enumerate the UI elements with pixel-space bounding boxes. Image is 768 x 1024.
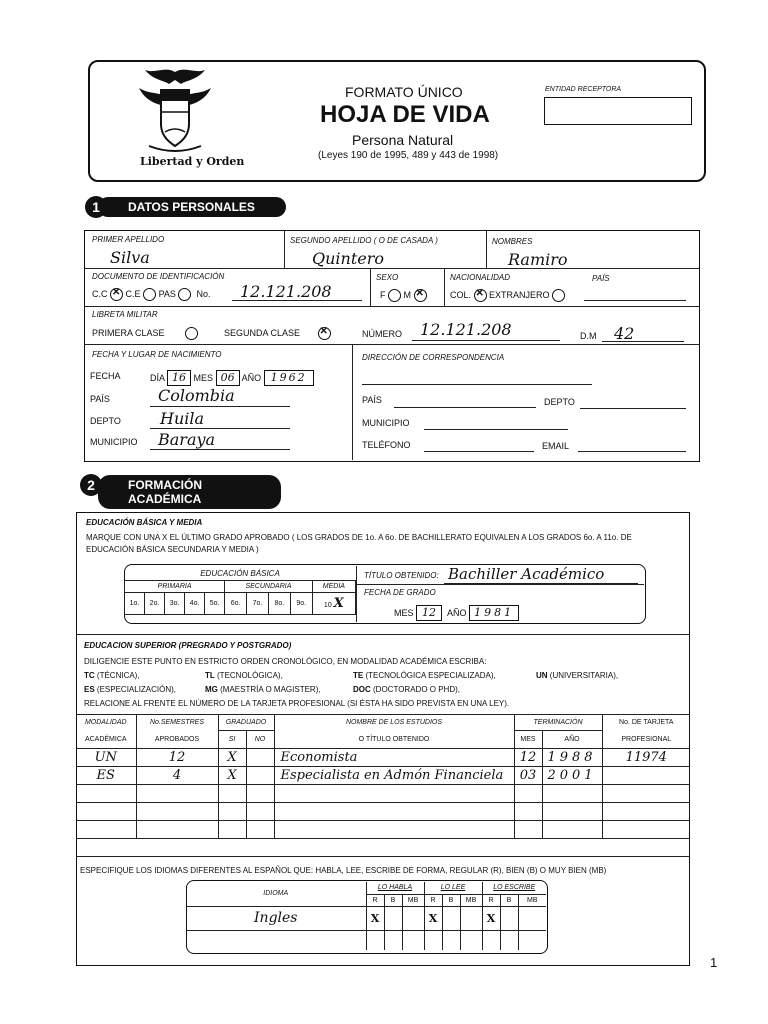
secundaria-label: SECUNDARIA — [225, 581, 313, 593]
second-surname-value[interactable]: Quintero — [312, 249, 385, 268]
mod-un: UN — [536, 671, 548, 680]
coat-of-arms-logo — [135, 66, 215, 161]
lang-level-mb: MB — [460, 894, 482, 906]
first-class-radio[interactable] — [185, 327, 198, 340]
id-cc-label: C.C — [92, 288, 108, 299]
speaks-label: LO HABLA — [366, 882, 424, 894]
lang-level-b: B — [500, 894, 518, 906]
section1-title: DATOS PERSONALES — [128, 200, 255, 214]
languages-instructions: ESPECIFIQUE LOS IDIOMAS DIFERENTES AL ESPAÑOL QUE: HABLA, LEE, ESCRIBE DE FORMA, REGULAR (R), BIEN (B) O MUY BIEN (MB) — [80, 866, 607, 875]
id-no-label: No. — [196, 288, 211, 299]
lang-level-r: R — [424, 894, 442, 906]
col-terminacion: TERMINACIÓN — [514, 715, 602, 731]
mod-tl-text: (TECNOLÓGICA), — [217, 671, 283, 680]
language-row[interactable] — [186, 906, 546, 930]
month-label: MES — [193, 373, 214, 383]
first-surname-label: PRIMER APELLIDO — [92, 235, 165, 244]
higher-edu-cell-no[interactable] — [246, 749, 274, 767]
mod-doc-text: (DOCTORADO O PHD), — [373, 685, 460, 694]
email-label: EMAIL — [542, 441, 570, 451]
lang-col: IDIOMA — [263, 890, 289, 898]
language-speak-b[interactable] — [384, 906, 402, 930]
grade-cell[interactable]: 1o. — [125, 593, 145, 615]
grad-month-label: MES — [394, 608, 414, 618]
mod-tc: TC — [84, 671, 95, 680]
col-graduado: GRADUADO — [218, 715, 274, 731]
higher-edu-cell-sem[interactable] — [136, 785, 218, 803]
second-class-radio[interactable] — [318, 327, 331, 340]
names-value[interactable]: Ramiro — [508, 250, 568, 269]
higher-edu-cell-mes[interactable] — [514, 821, 542, 839]
grade-cell[interactable]: 8o. — [268, 593, 290, 615]
col-titulo: O TÍTULO OBTENIDO — [274, 731, 514, 749]
grad-date-label: FECHA DE GRADO — [364, 588, 436, 597]
languages-table — [186, 882, 546, 950]
higher-edu-cell-mes[interactable]: 12 — [514, 749, 542, 767]
correspondence-line[interactable] — [362, 384, 592, 385]
higher-edu-cell-mes[interactable] — [514, 803, 542, 821]
language-speak-b[interactable] — [384, 930, 402, 950]
grade-cell[interactable]: 5o. — [205, 593, 225, 615]
higher-edu-cell-name[interactable] — [274, 785, 514, 803]
birth-country-value[interactable]: Colombia — [158, 386, 235, 405]
birth-depto-value[interactable]: Huila — [160, 409, 205, 428]
grad-year[interactable]: 1981 — [469, 605, 519, 621]
day-label: DÍA — [150, 373, 165, 383]
birth-date-label: FECHA — [90, 371, 121, 381]
nat-col-radio[interactable] — [474, 289, 487, 302]
corr-depto-label: DEPTO — [544, 397, 575, 407]
higher-edu-instr1: DILIGENCIE ESTE PUNTO EN ESTRICTO ORDEN CRONOLÓGICO, EN MODALIDAD ACADÉMICA ESCRIBA: — [84, 657, 487, 666]
language-speak-r[interactable] — [366, 930, 384, 950]
id-pas-radio[interactable] — [178, 288, 191, 301]
higher-edu-cell-name[interactable] — [274, 803, 514, 821]
higher-edu-cell-mod[interactable]: UN — [76, 749, 136, 767]
language-write-r[interactable]: X — [482, 906, 500, 930]
id-doc-label: DOCUMENTO DE IDENTIFICACIÓN — [92, 272, 225, 281]
lang-level-mb: MB — [402, 894, 424, 906]
sex-m-radio[interactable] — [414, 289, 427, 302]
section2-title: FORMACIÓN ACADÉMICA — [128, 478, 202, 506]
first-surname-value[interactable]: Silva — [110, 248, 150, 267]
entity-field[interactable] — [544, 97, 692, 125]
language-write-mb[interactable] — [518, 906, 546, 930]
higher-edu-cell-anio[interactable] — [542, 785, 602, 803]
higher-edu-row[interactable] — [76, 803, 690, 821]
military-number-label: NÚMERO — [362, 329, 402, 339]
section2-header — [98, 475, 281, 509]
lang-level-r: R — [366, 894, 384, 906]
col-mes: MES — [514, 731, 542, 749]
mod-doc: DOC — [353, 685, 371, 694]
mod-un-text: (UNIVERSITARIA), — [549, 671, 619, 680]
reads-label: LO LEE — [424, 882, 482, 894]
grad-month[interactable]: 12 — [416, 605, 442, 621]
nat-col-label: COL. — [450, 289, 472, 300]
year-label: AÑO — [241, 373, 262, 383]
lang-level-b: B — [442, 894, 460, 906]
birth-label: FECHA Y LUGAR DE NACIMIENTO — [92, 350, 222, 359]
col-no: NO — [246, 731, 274, 749]
id-ce-radio[interactable] — [143, 288, 156, 301]
birth-country-label: PAÍS — [90, 394, 110, 404]
grade-cell[interactable]: 4o. — [185, 593, 205, 615]
mod-es-text: (ESPECIALIZACIÓN), — [96, 685, 177, 694]
language-row[interactable] — [186, 930, 546, 950]
birth-day[interactable]: 16 — [167, 370, 191, 386]
higher-edu-cell-mod[interactable] — [76, 785, 136, 803]
laws-note: (Leyes 190 de 1995, 489 y 443 de 1998) — [318, 150, 499, 161]
higher-edu-cell-tarjeta[interactable] — [602, 821, 690, 839]
id-ce-label: C.E — [125, 288, 141, 299]
mod-te-text: (TECNOLÓGICA ESPECIALIZADA), — [365, 671, 496, 680]
second-class-label: SEGUNDA CLASE — [224, 327, 301, 338]
page-title: HOJA DE VIDA — [320, 101, 490, 128]
higher-edu-cell-no[interactable] — [246, 767, 274, 785]
col-profesional: PROFESIONAL — [602, 731, 690, 749]
higher-edu-cell-no[interactable] — [246, 785, 274, 803]
col-tarjeta: No. DE TARJETA — [602, 715, 690, 731]
birth-municipio-label: MUNICIPIO — [90, 437, 138, 447]
birth-year[interactable]: 1962 — [264, 370, 314, 386]
col-academica: ACADÉMICA — [76, 731, 136, 749]
mod-es: ES — [84, 685, 95, 694]
language-write-mb[interactable] — [518, 930, 546, 950]
grade-cell[interactable]: 2o. — [145, 593, 165, 615]
col-modalidad: MODALIDAD — [76, 715, 136, 731]
higher-edu-cell-sem[interactable]: 4 — [136, 767, 218, 785]
higher-edu-cell-tarjeta[interactable] — [602, 785, 690, 803]
higher-edu-row[interactable] — [76, 767, 690, 785]
mod-mg: MG — [205, 685, 218, 694]
language-speak-mb[interactable] — [402, 906, 424, 930]
basic-edu-label: EDUCACIÓN BÁSICA — [200, 568, 280, 578]
language-speak-r[interactable]: X — [366, 906, 384, 930]
page-number: 1 — [710, 955, 718, 970]
id-number-value[interactable]: 12.121.208 — [240, 282, 332, 301]
logo-caption: Libertad y Orden — [140, 155, 245, 168]
basic-edu-title: EDUCACIÓN BÁSICA Y MEDIA — [86, 518, 203, 527]
correspondence-label: DIRECCIÓN DE CORRESPONDENCIA — [362, 353, 505, 362]
higher-edu-cell-si[interactable] — [218, 821, 246, 839]
higher-edu-cell-mod[interactable]: ES — [76, 767, 136, 785]
higher-edu-cell-si[interactable] — [218, 785, 246, 803]
higher-edu-cell-mod[interactable] — [76, 803, 136, 821]
military-label: LIBRETA MILITAR — [92, 310, 158, 319]
dm-value[interactable]: 42 — [614, 324, 635, 343]
id-pas-label: PAS — [158, 288, 176, 299]
birth-month[interactable]: 06 — [216, 370, 240, 386]
higher-edu-cell-no[interactable] — [246, 821, 274, 839]
higher-edu-cell-tarjeta[interactable] — [602, 767, 690, 785]
entity-label: ENTIDAD RECEPTORA — [545, 86, 622, 93]
page-subtitle: Persona Natural — [352, 132, 454, 148]
higher-edu-cell-no[interactable] — [246, 803, 274, 821]
grade-cell[interactable]: 10 X — [312, 593, 355, 615]
dm-label: D.M — [580, 331, 597, 341]
higher-edu-table — [76, 714, 690, 839]
writes-label: LO ESCRIBE — [482, 882, 546, 894]
language-write-b[interactable] — [500, 906, 518, 930]
col-si: SI — [218, 731, 246, 749]
birth-depto-label: DEPTO — [90, 416, 121, 426]
higher-edu-cell-si[interactable]: X — [218, 749, 246, 767]
language-read-mb[interactable] — [460, 930, 482, 950]
higher-edu-cell-name[interactable]: Economista — [274, 749, 514, 767]
mod-tl: TL — [205, 671, 215, 680]
language-name[interactable]: Ingles — [186, 906, 366, 930]
nat-foreign-radio[interactable] — [552, 289, 565, 302]
sex-group[interactable] — [380, 289, 427, 302]
first-class-option[interactable] — [92, 327, 198, 340]
birth-municipio-value[interactable]: Baraya — [158, 430, 216, 449]
higher-edu-row[interactable] — [76, 821, 690, 839]
col-aprobados: APROBADOS — [136, 731, 218, 749]
grade-cell[interactable]: 9o. — [290, 593, 312, 615]
sex-label: SEXO — [376, 273, 399, 282]
sex-f-label: F — [380, 289, 386, 300]
higher-edu-cell-name[interactable] — [274, 821, 514, 839]
title-obtained-value[interactable]: Bachiller Académico — [448, 565, 605, 583]
higher-edu-cell-tarjeta[interactable]: 11974 — [602, 749, 690, 767]
mod-mg-text: (MAESTRÍA O MAGISTER), — [220, 685, 321, 694]
higher-edu-cell-tarjeta[interactable] — [602, 803, 690, 821]
mod-tc-text: (TÉCNICA), — [96, 671, 140, 680]
corr-country-label: PAÍS — [362, 395, 382, 405]
language-read-b[interactable] — [442, 906, 460, 930]
language-read-r[interactable] — [424, 930, 442, 950]
section1-number: 1 — [85, 196, 107, 218]
grade-cell[interactable]: 6o. — [225, 593, 247, 615]
higher-edu-cell-mod[interactable] — [76, 821, 136, 839]
lang-level-r: R — [482, 894, 500, 906]
mod-te: TE — [353, 671, 364, 680]
higher-edu-cell-anio[interactable]: 2001 — [542, 767, 602, 785]
grade-cell[interactable]: 7o. — [247, 593, 269, 615]
grade-cell[interactable]: 3o. — [165, 593, 185, 615]
nat-foreign-label: EXTRANJERO — [489, 289, 550, 300]
higher-edu-cell-anio[interactable] — [542, 803, 602, 821]
higher-edu-cell-sem[interactable] — [136, 803, 218, 821]
basic-edu-instructions: MARQUE CON UNA X EL ÚLTIMO GRADO APROBADO ( LOS GRADOS DE 1o. A 6o. DE BACHILLERATO EQUIVALEN A LOS GRADOS 6o. A 11o. DE EDUCACIÓN BÁSICA SECUNDARIA Y MEDIA ) — [86, 533, 632, 554]
higher-edu-cell-sem[interactable]: 12 — [136, 749, 218, 767]
phone-label: TELÉFONO — [362, 440, 411, 450]
col-nombre: NOMBRE DE LOS ESTUDIOS — [274, 715, 514, 731]
second-surname-label: SEGUNDO APELLIDO ( O DE CASADA ) — [290, 236, 438, 245]
grade-mark: X — [333, 596, 344, 611]
higher-edu-cell-mes[interactable] — [514, 785, 542, 803]
basic-edu-grid — [124, 566, 356, 615]
language-write-b[interactable] — [500, 930, 518, 950]
language-speak-mb[interactable] — [402, 930, 424, 950]
primaria-label: PRIMARIA — [125, 581, 225, 593]
higher-edu-cell-name[interactable]: Especialista en Admón Financiela — [274, 767, 514, 785]
nationality-group[interactable] — [450, 289, 565, 302]
id-cc-radio[interactable] — [110, 288, 123, 301]
form-type: FORMATO ÚNICO — [345, 84, 463, 100]
grad-date-group[interactable] — [394, 605, 519, 621]
id-type-group[interactable] — [92, 288, 210, 301]
col-semestres: No.SEMESTRES — [136, 715, 218, 731]
country-label: PAÍS — [592, 274, 610, 283]
birth-date-group[interactable] — [150, 370, 314, 386]
language-read-b[interactable] — [442, 930, 460, 950]
higher-edu-row[interactable] — [76, 785, 690, 803]
media-label: MEDIA — [312, 581, 355, 593]
language-read-mb[interactable] — [460, 906, 482, 930]
nationality-label: NACIONALIDAD — [450, 273, 511, 282]
higher-edu-row[interactable] — [76, 749, 690, 767]
higher-edu-cell-si[interactable]: X — [218, 767, 246, 785]
names-label: NOMBRES — [492, 237, 533, 246]
higher-edu-instr2: RELACIONE AL FRENTE EL NÚMERO DE LA TARJETA PROFESIONAL (SI ÉSTA HA SIDO PREVISTA EN UNA LEY). — [84, 699, 510, 708]
language-name[interactable] — [186, 930, 366, 950]
language-read-r[interactable]: X — [424, 906, 442, 930]
military-number-value[interactable]: 12.121.208 — [420, 320, 512, 339]
higher-edu-cell-anio[interactable] — [542, 821, 602, 839]
title-obtained-label: TÍTULO OBTENIDO: — [364, 571, 439, 580]
higher-edu-cell-mes[interactable]: 03 — [514, 767, 542, 785]
second-class-option[interactable] — [224, 327, 331, 340]
first-class-label: PRIMERA CLASE — [92, 327, 165, 338]
grad-year-label: AÑO — [447, 608, 467, 618]
col-anio: AÑO — [542, 731, 602, 749]
sex-m-label: M — [403, 289, 412, 300]
sex-f-radio[interactable] — [388, 289, 401, 302]
lang-level-b: B — [384, 894, 402, 906]
higher-edu-cell-si[interactable] — [218, 803, 246, 821]
lang-level-mb: MB — [518, 894, 546, 906]
section1-header — [98, 197, 286, 217]
language-write-r[interactable] — [482, 930, 500, 950]
section2-number: 2 — [80, 474, 102, 496]
higher-edu-cell-sem[interactable] — [136, 821, 218, 839]
corr-municipio-label: MUNICIPIO — [362, 418, 410, 428]
higher-edu-cell-anio[interactable]: 1988 — [542, 749, 602, 767]
higher-edu-title: EDUCACION SUPERIOR (PREGRADO Y POSTGRADO) — [84, 641, 292, 650]
